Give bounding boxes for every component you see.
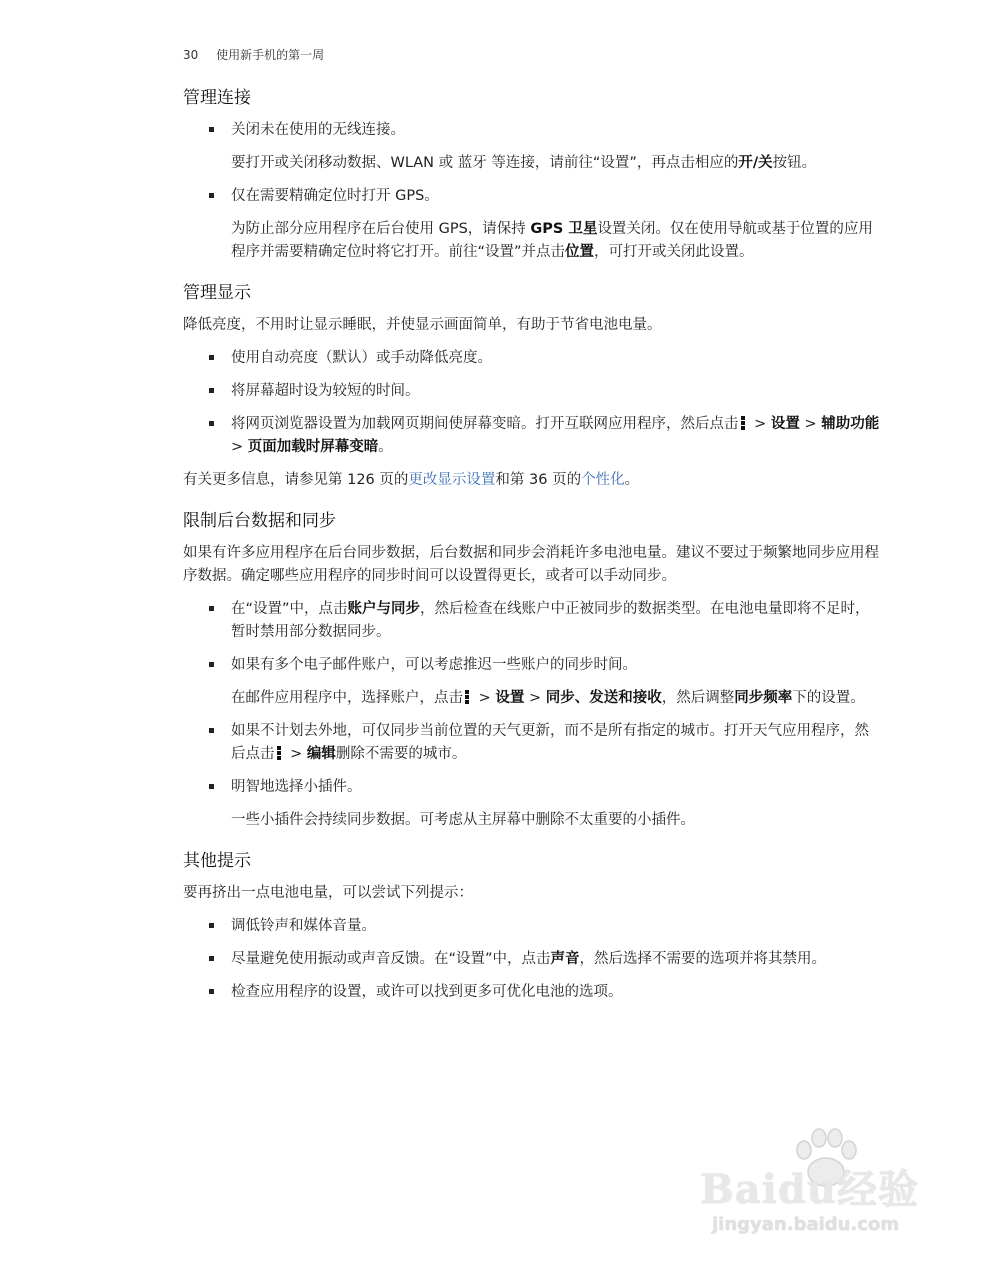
section-intro: 要再挤出一点电池电量，可以尝试下列提示：	[183, 885, 473, 901]
list-item: 将网页浏览器设置为加载网页期间使屏幕变暗。打开互联网应用程序，然后点击 > 设置 > 辅助功能 > 页面加载时屏幕变暗。	[183, 413, 883, 459]
link-change-display-settings[interactable]: 更改显示设置	[408, 472, 496, 488]
watermark-url: jingyan.baidu.com	[712, 1214, 900, 1235]
list-item: 在“设置”中，点击账户与同步，然后检查在线账户中正被同步的数据类型。在电池电量即将不足时，暂时禁用部分数据同步。	[183, 598, 883, 644]
watermark-logo: Baidu经验	[700, 1166, 919, 1213]
menu-icon	[465, 690, 469, 704]
section-intro: 如果有许多应用程序在后台同步数据，后台数据和同步会消耗许多电池电量。建议不要过于频繁地同步应用程序数据。确定哪些应用程序的同步时间可以设置得更长，或者可以手动同步。	[183, 545, 879, 584]
section-title: 限制后台数据和同步	[183, 511, 336, 531]
menu-icon	[741, 416, 745, 430]
list-item-detail: 一些小插件会持续同步数据。可考虑从主屏幕中删除不太重要的小插件。	[231, 812, 695, 828]
list-item: 明智地选择小插件。	[183, 776, 883, 799]
bullet-icon	[209, 355, 214, 360]
bullet-icon	[209, 193, 214, 198]
bullet-icon	[209, 388, 214, 393]
list-item: 如果有多个电子邮件账户，可以考虑推迟一些账户的同步时间。	[183, 654, 883, 677]
bullet-list	[183, 185, 883, 208]
main-content	[183, 85, 883, 1020]
bullet-icon	[209, 956, 214, 961]
section-title: 管理显示	[183, 283, 251, 303]
baidu-watermark	[700, 1130, 940, 1250]
section-intro: 降低亮度，不用时让显示睡眠，并使显示画面简单，有助于节省电池电量。	[183, 317, 662, 333]
menu-icon	[277, 746, 281, 760]
section-title: 其他提示	[183, 851, 251, 871]
list-item: 调低铃声和媒体音量。	[183, 915, 883, 938]
list-item: 如果不计划去外地，可仅同步当前位置的天气更新，而不是所有指定的城市。打开天气应用程序，然后点击 > 编辑删除不需要的城市。	[183, 720, 883, 766]
bullet-list	[183, 720, 883, 799]
bullet-icon	[209, 606, 214, 611]
section-tips	[183, 848, 883, 1004]
page-header	[183, 46, 324, 63]
bullet-icon	[209, 127, 214, 132]
list-item: 仅在需要精确定位时打开 GPS。	[183, 185, 883, 208]
bullet-list	[183, 915, 883, 1004]
list-item-detail: 要打开或关闭移动数据、WLAN 或 蓝牙 等连接，请前往“设置”，再点击相应的开/关按钮。	[231, 155, 817, 171]
section-title: 管理连接	[183, 88, 251, 108]
bullet-icon	[209, 784, 214, 789]
list-item: 使用自动亮度（默认）或手动降低亮度。	[183, 347, 883, 370]
bullet-list	[183, 119, 883, 142]
page-number: 30	[183, 48, 199, 62]
bullet-icon	[209, 989, 214, 994]
list-item: 尽量避免使用振动或声音反馈。在“设置”中，点击声音，然后选择不需要的选项并将其禁用。	[183, 948, 883, 971]
list-item-detail: 在邮件应用程序中，选择账户，点击 > 设置 > 同步、发送和接收，然后调整同步频率下的设置。	[231, 690, 865, 706]
bullet-icon	[209, 662, 214, 667]
list-item: 关闭未在使用的无线连接。	[183, 119, 883, 142]
section-connections	[183, 85, 883, 264]
section-sync	[183, 508, 883, 832]
bullet-icon	[209, 923, 214, 928]
link-personalize[interactable]: 个性化	[581, 472, 625, 488]
bullet-list	[183, 347, 883, 459]
list-item: 检查应用程序的设置，或许可以找到更多可优化电池的选项。	[183, 981, 883, 1004]
section-display	[183, 280, 883, 492]
more-info: 有关更多信息，请参见第 126 页的更改显示设置和第 36 页的个性化。	[183, 472, 640, 488]
bullet-icon	[209, 421, 214, 426]
bullet-icon	[209, 728, 214, 733]
list-item-detail: 为防止部分应用程序在后台使用 GPS，请保持 GPS 卫星设置关闭。仅在使用导航或基于位置的应用程序并需要精确定位时将它打开。前往“设置”并点击位置，可打开或关闭此设置。	[231, 221, 873, 260]
list-item: 将屏幕超时设为较短的时间。	[183, 380, 883, 403]
bullet-list	[183, 598, 883, 677]
chapter-title: 使用新手机的第一周	[216, 48, 325, 62]
